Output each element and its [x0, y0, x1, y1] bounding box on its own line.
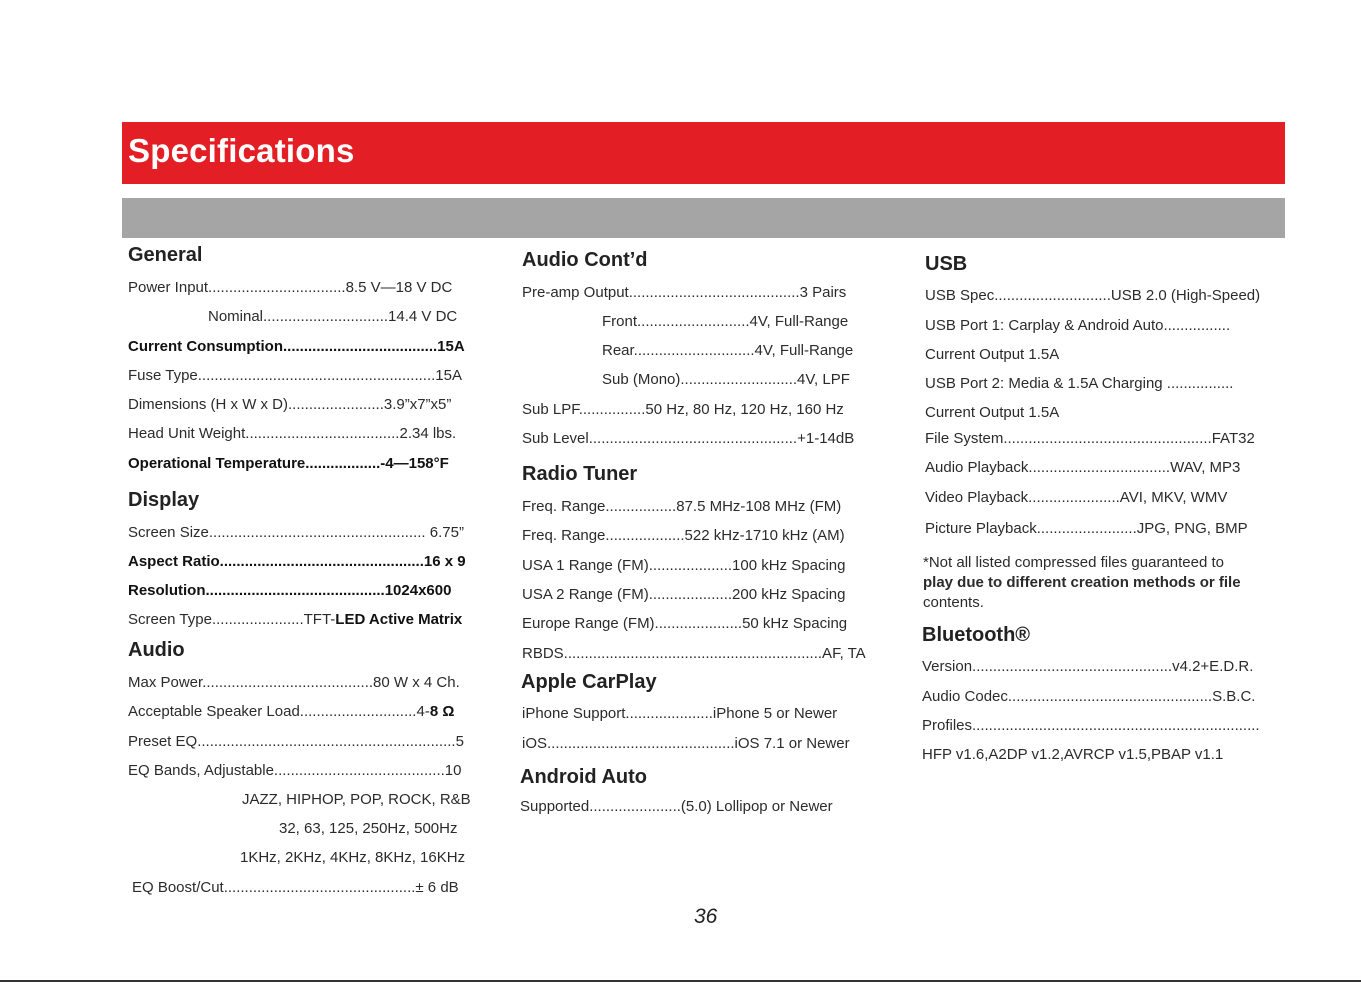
general-heading: General — [128, 244, 203, 266]
spec-row-sub-level: Sub Level..................................................+1-14dB — [522, 430, 855, 447]
spec-row-eq-presets: JAZZ, HIPHOP, POP, ROCK, R&B — [242, 791, 471, 808]
spec-row-current-consumption: Current Consumption.....................................15A — [128, 338, 465, 355]
spec-row-eq-boost-cut: EQ Boost/Cut..............................................± 6 dB — [132, 879, 459, 896]
spec-row-power-input: Power Input.................................8.5 V—18 V DC — [128, 279, 453, 296]
bottom-rule — [0, 980, 1361, 982]
screen-type-prefix: Screen Type......................TFT- — [128, 611, 336, 628]
spec-row-usa2-range: USA 2 Range (FM)....................200 kHz Spacing — [522, 586, 846, 603]
spec-row-iphone-support: iPhone Support.....................iPhone 5 or Newer — [522, 705, 838, 722]
spec-row-usb-port2: USB Port 2: Media & 1.5A Charging ................ — [925, 375, 1234, 392]
spec-row-screen-type — [128, 611, 462, 629]
usb-footnote — [923, 553, 1268, 613]
spec-row-preset-eq: Preset EQ..............................................................5 — [128, 733, 464, 750]
spec-row-freq-range-fm: Freq. Range.................87.5 MHz-108 MHz (FM) — [522, 498, 842, 515]
spec-row-preamp-output: Pre-amp Output.........................................3 Pairs — [522, 284, 847, 301]
spec-row-usb-port1: USB Port 1: Carplay & Android Auto................ — [925, 317, 1231, 334]
page-number: 36 — [694, 905, 718, 928]
android-auto-heading: Android Auto — [520, 766, 648, 788]
spec-row-bt-audio-codec: Audio Codec.................................................S.B.C. — [922, 688, 1256, 705]
display-heading: Display — [128, 489, 200, 511]
spec-row-bt-profile-list: HFP v1.6,A2DP v1.2,AVRCP v1.5,PBAP v1.1 — [922, 746, 1224, 763]
usb-footnote-line2: play due to different creation methods or file — [923, 574, 1241, 591]
usb-footnote-line3: contents. — [923, 594, 984, 611]
spec-row-resolution: Resolution...........................................1024x600 — [128, 582, 452, 599]
audio-heading: Audio — [128, 639, 185, 661]
spec-row-bt-version: Version................................................v4.2+E.D.R. — [922, 658, 1254, 675]
speaker-load-value: 8 Ω — [429, 703, 455, 720]
spec-row-ios: iOS.............................................iOS 7.1 or Newer — [522, 735, 850, 752]
audio-contd-heading: Audio Cont’d — [522, 249, 648, 271]
spec-row-fuse-type: Fuse Type.........................................................15A — [128, 367, 462, 384]
section-divider-bar — [122, 198, 1285, 238]
spec-row-video-playback: Video Playback......................AVI, MKV, WMV — [925, 489, 1228, 506]
spec-row-bt-profiles: Profiles..................................................................... — [922, 717, 1260, 734]
speaker-load-label: Acceptable Speaker Load............................4- — [128, 703, 430, 720]
spec-row-preamp-sub: Sub (Mono)............................4V, LPF — [602, 371, 850, 388]
spec-row-eq-freqs-high: 1KHz, 2KHz, 4KHz, 8KHz, 16KHz — [240, 849, 466, 866]
bluetooth-heading: Bluetooth® — [922, 624, 1031, 646]
spec-row-file-system: File System..................................................FAT32 — [925, 430, 1255, 447]
title-banner — [122, 122, 1285, 184]
usb-footnote-line1: *Not all listed compressed files guaranteed to — [923, 554, 1224, 571]
apple-carplay-heading: Apple CarPlay — [521, 671, 657, 693]
spec-row-picture-playback: Picture Playback........................JPG, PNG, BMP — [925, 520, 1248, 537]
spec-row-dimensions: Dimensions (H x W x D).......................3.9”x7”x5” — [128, 396, 452, 413]
radio-tuner-heading: Radio Tuner — [522, 463, 638, 485]
spec-row-eq-freqs-low: 32, 63, 125, 250Hz, 500Hz — [279, 820, 458, 837]
spec-row-screen-size: Screen Size.................................................... 6.75” — [128, 524, 464, 541]
spec-row-speaker-load — [128, 703, 454, 721]
spec-row-aspect-ratio: Aspect Ratio.................................................16 x 9 — [128, 553, 466, 570]
spec-row-usa1-range: USA 1 Range (FM)....................100 kHz Spacing — [522, 557, 846, 574]
spec-row-europe-range: Europe Range (FM).....................50 kHz Spacing — [522, 615, 848, 632]
spec-row-usb-port2-output: Current Output 1.5A — [925, 404, 1060, 421]
spec-row-max-power: Max Power.........................................80 W x 4 Ch. — [128, 674, 460, 691]
screen-type-value: LED Active Matrix — [335, 611, 463, 628]
spec-row-preamp-front: Front...........................4V, Full-Range — [602, 313, 849, 330]
spec-row-usb-spec: USB Spec............................USB 2.0 (High-Speed) — [925, 287, 1261, 304]
spec-row-nominal: Nominal..............................14.4 V DC — [208, 308, 458, 325]
spec-row-android-supported: Supported......................(5.0) Lollipop or Newer — [520, 798, 833, 815]
spec-row-audio-playback: Audio Playback..................................WAV, MP3 — [925, 459, 1241, 476]
spec-row-sub-lpf: Sub LPF................50 Hz, 80 Hz, 120 Hz, 160 Hz — [522, 401, 844, 418]
spec-row-rbds: RBDS..............................................................AF, TA — [522, 645, 866, 662]
page-title: Specifications — [128, 132, 355, 169]
spec-row-head-unit-weight: Head Unit Weight.....................................2.34 lbs. — [128, 425, 457, 442]
spec-row-preamp-rear: Rear.............................4V, Full-Range — [602, 342, 854, 359]
spec-row-eq-bands: EQ Bands, Adjustable.........................................10 — [128, 762, 462, 779]
spec-row-freq-range-am: Freq. Range...................522 kHz-1710 kHz (AM) — [522, 527, 845, 544]
spec-row-operational-temperature: Operational Temperature..................-4—158°F — [128, 455, 449, 472]
spec-row-usb-port1-output: Current Output 1.5A — [925, 346, 1060, 363]
usb-heading: USB — [925, 253, 968, 275]
